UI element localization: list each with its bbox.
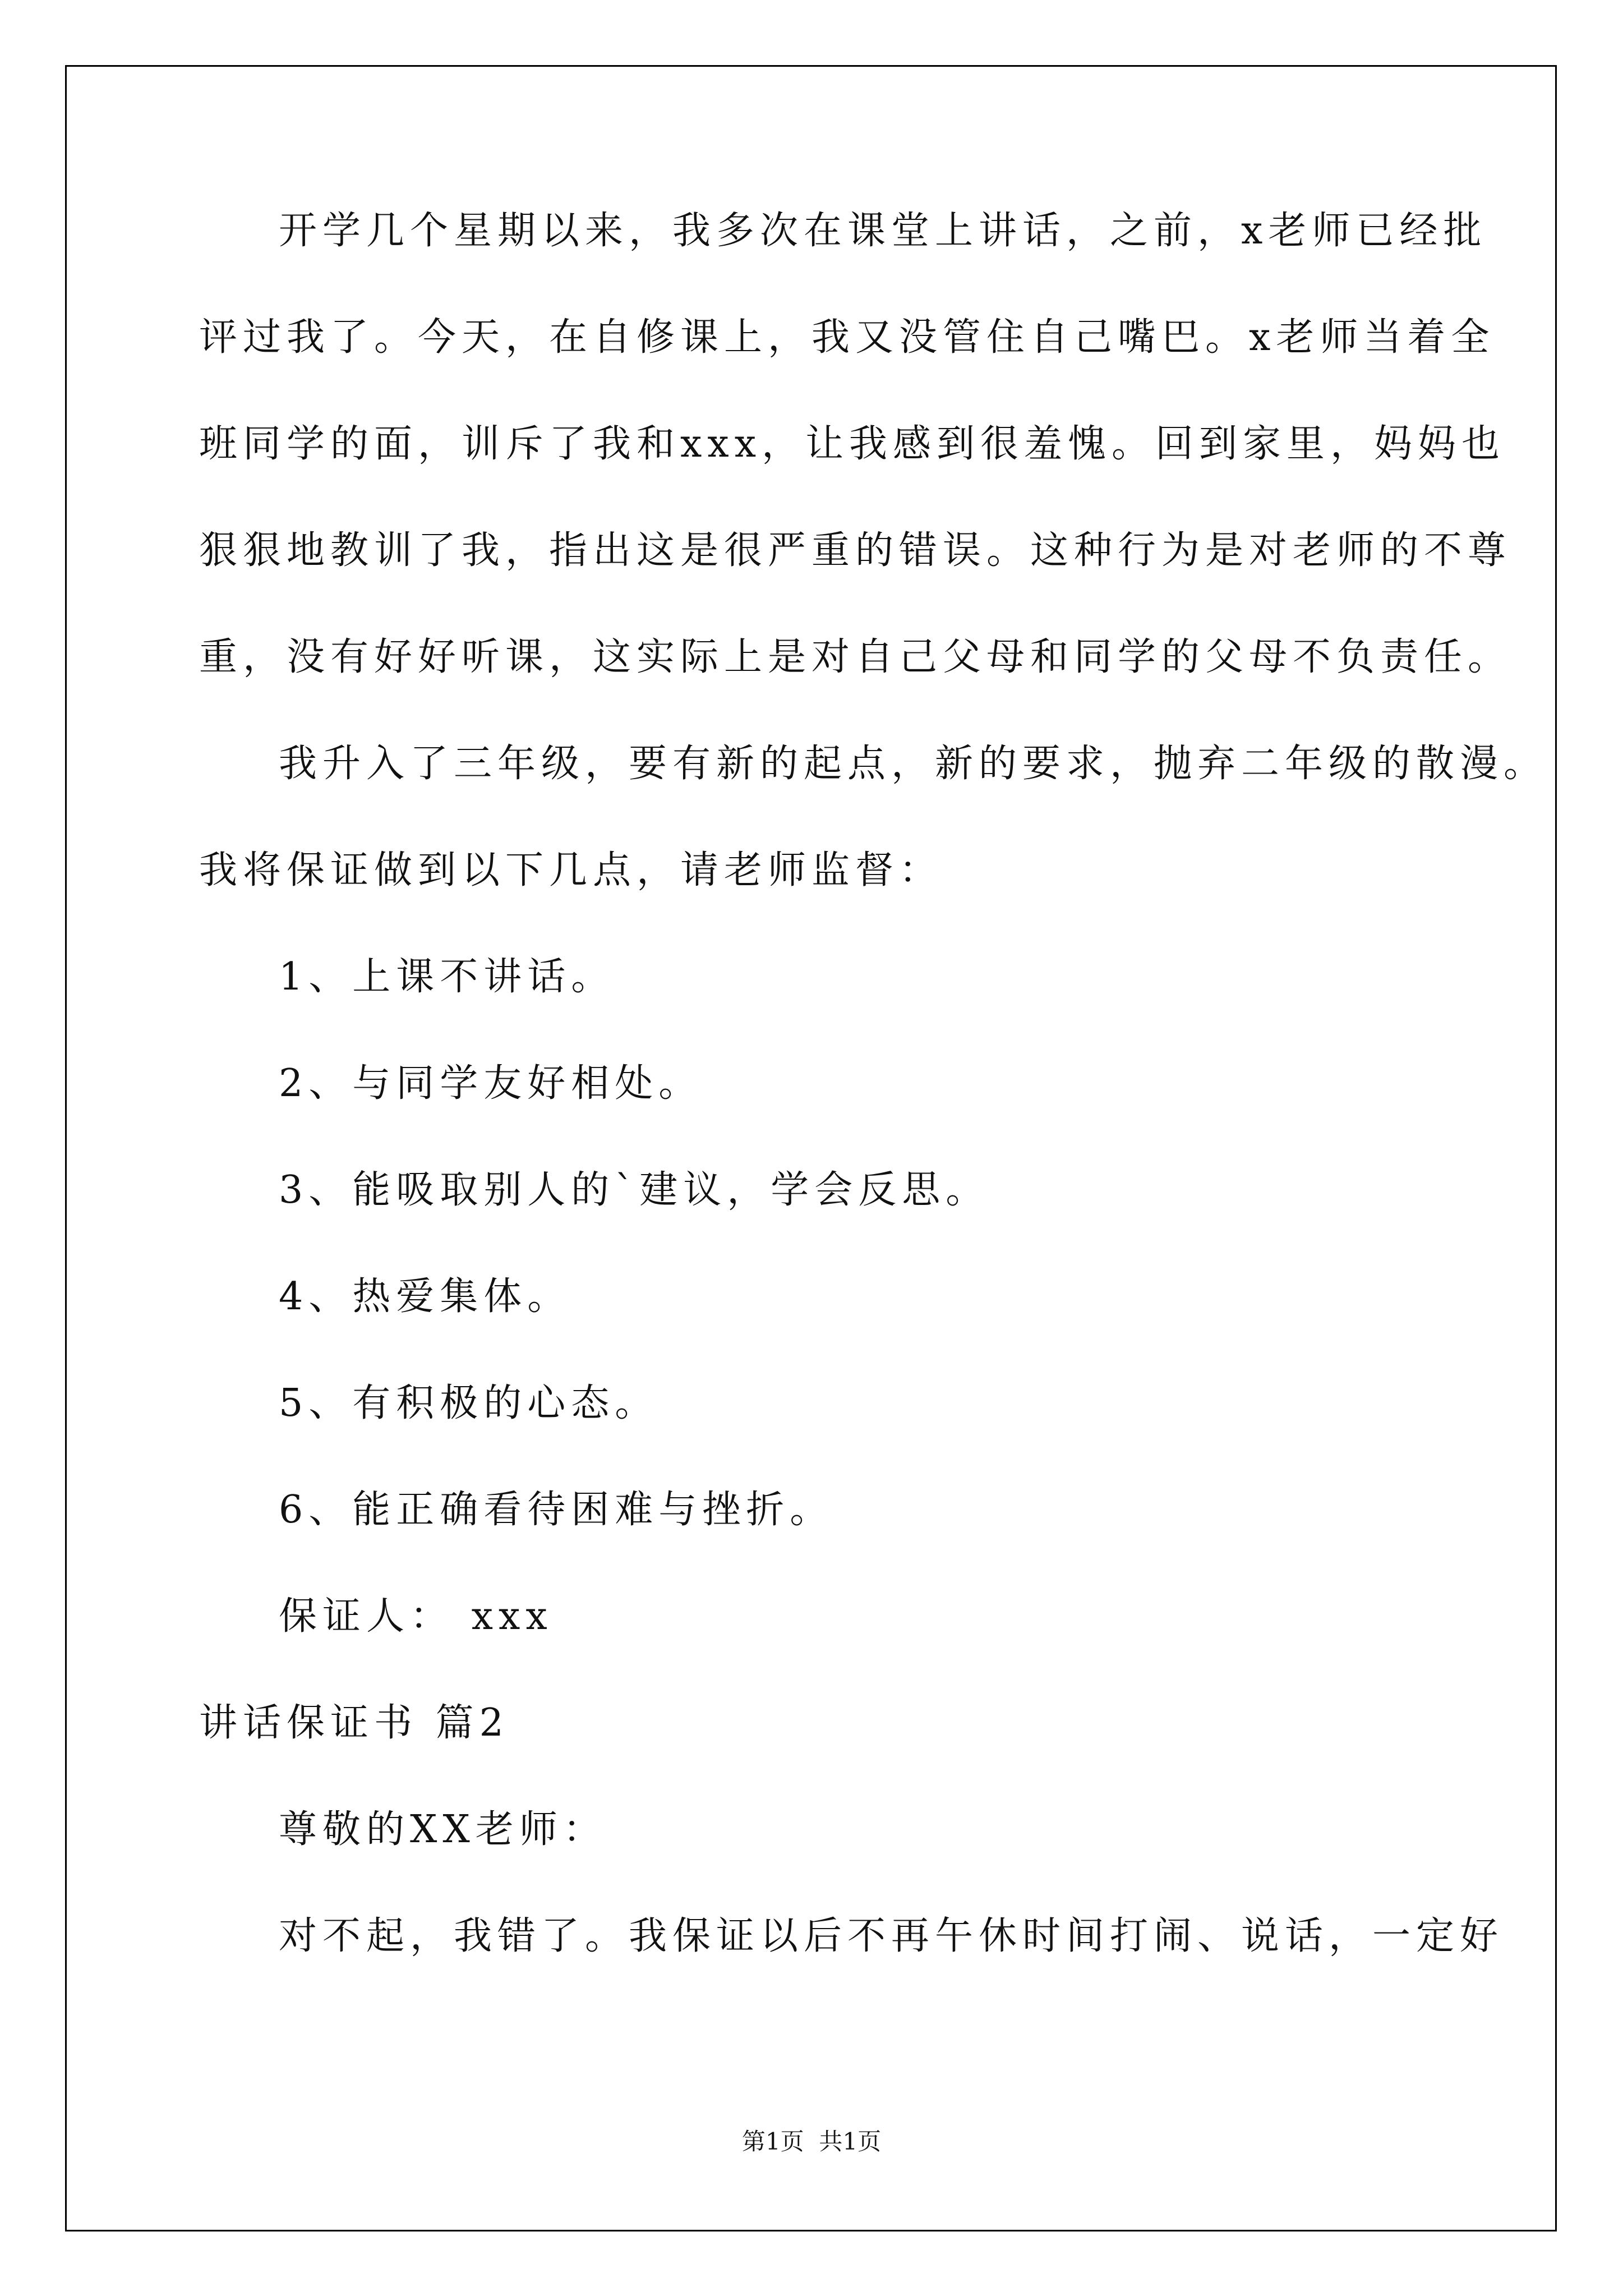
list-item: 1、上课不讲话。: [279, 955, 615, 999]
paragraph-line: 评过我了。今天，在自修课上，我又没管住自己嘴巴。x老师当着全: [199, 315, 1495, 360]
paragraph-line: 我升入了三年级，要有新的起点，新的要求，抛弃二年级的散漫。: [279, 742, 1548, 786]
list-item: 3、能吸取别人的`建议，学会反思。: [279, 1168, 990, 1212]
paragraph-line: 我将保证做到以下几点，请老师监督：: [199, 848, 943, 892]
paragraph-line: 狠狠地教训了我，指出这是很严重的错误。这种行为是对老师的不尊: [199, 528, 1512, 573]
section-heading: 讲话保证书 篇2: [199, 1701, 509, 1745]
page-footer: 第1页 共1页: [741, 2128, 882, 2155]
salutation: 尊敬的XX老师：: [279, 1807, 607, 1852]
paragraph-line: 开学几个星期以来，我多次在课堂上讲话，之前，x老师已经批: [279, 209, 1487, 253]
paragraph-line: 重，没有好好听课，这实际上是对自己父母和同学的父母不负责任。: [199, 635, 1512, 679]
list-item: 2、与同学友好相处。: [279, 1061, 703, 1106]
page-border: [65, 65, 1557, 2231]
list-item: 4、热爱集体。: [279, 1274, 571, 1319]
paragraph-line: 对不起，我错了。我保证以后不再午休时间打闹、说话，一定好: [279, 1914, 1504, 1958]
paragraph-line: 班同学的面，训斥了我和xxx，让我感到很羞愧。回到家里，妈妈也: [199, 422, 1506, 466]
list-item: 5、有积极的心态。: [279, 1381, 659, 1425]
signature-line: 保证人： xxx: [279, 1594, 553, 1639]
list-item: 6、能正确看待困难与挫折。: [279, 1488, 834, 1532]
